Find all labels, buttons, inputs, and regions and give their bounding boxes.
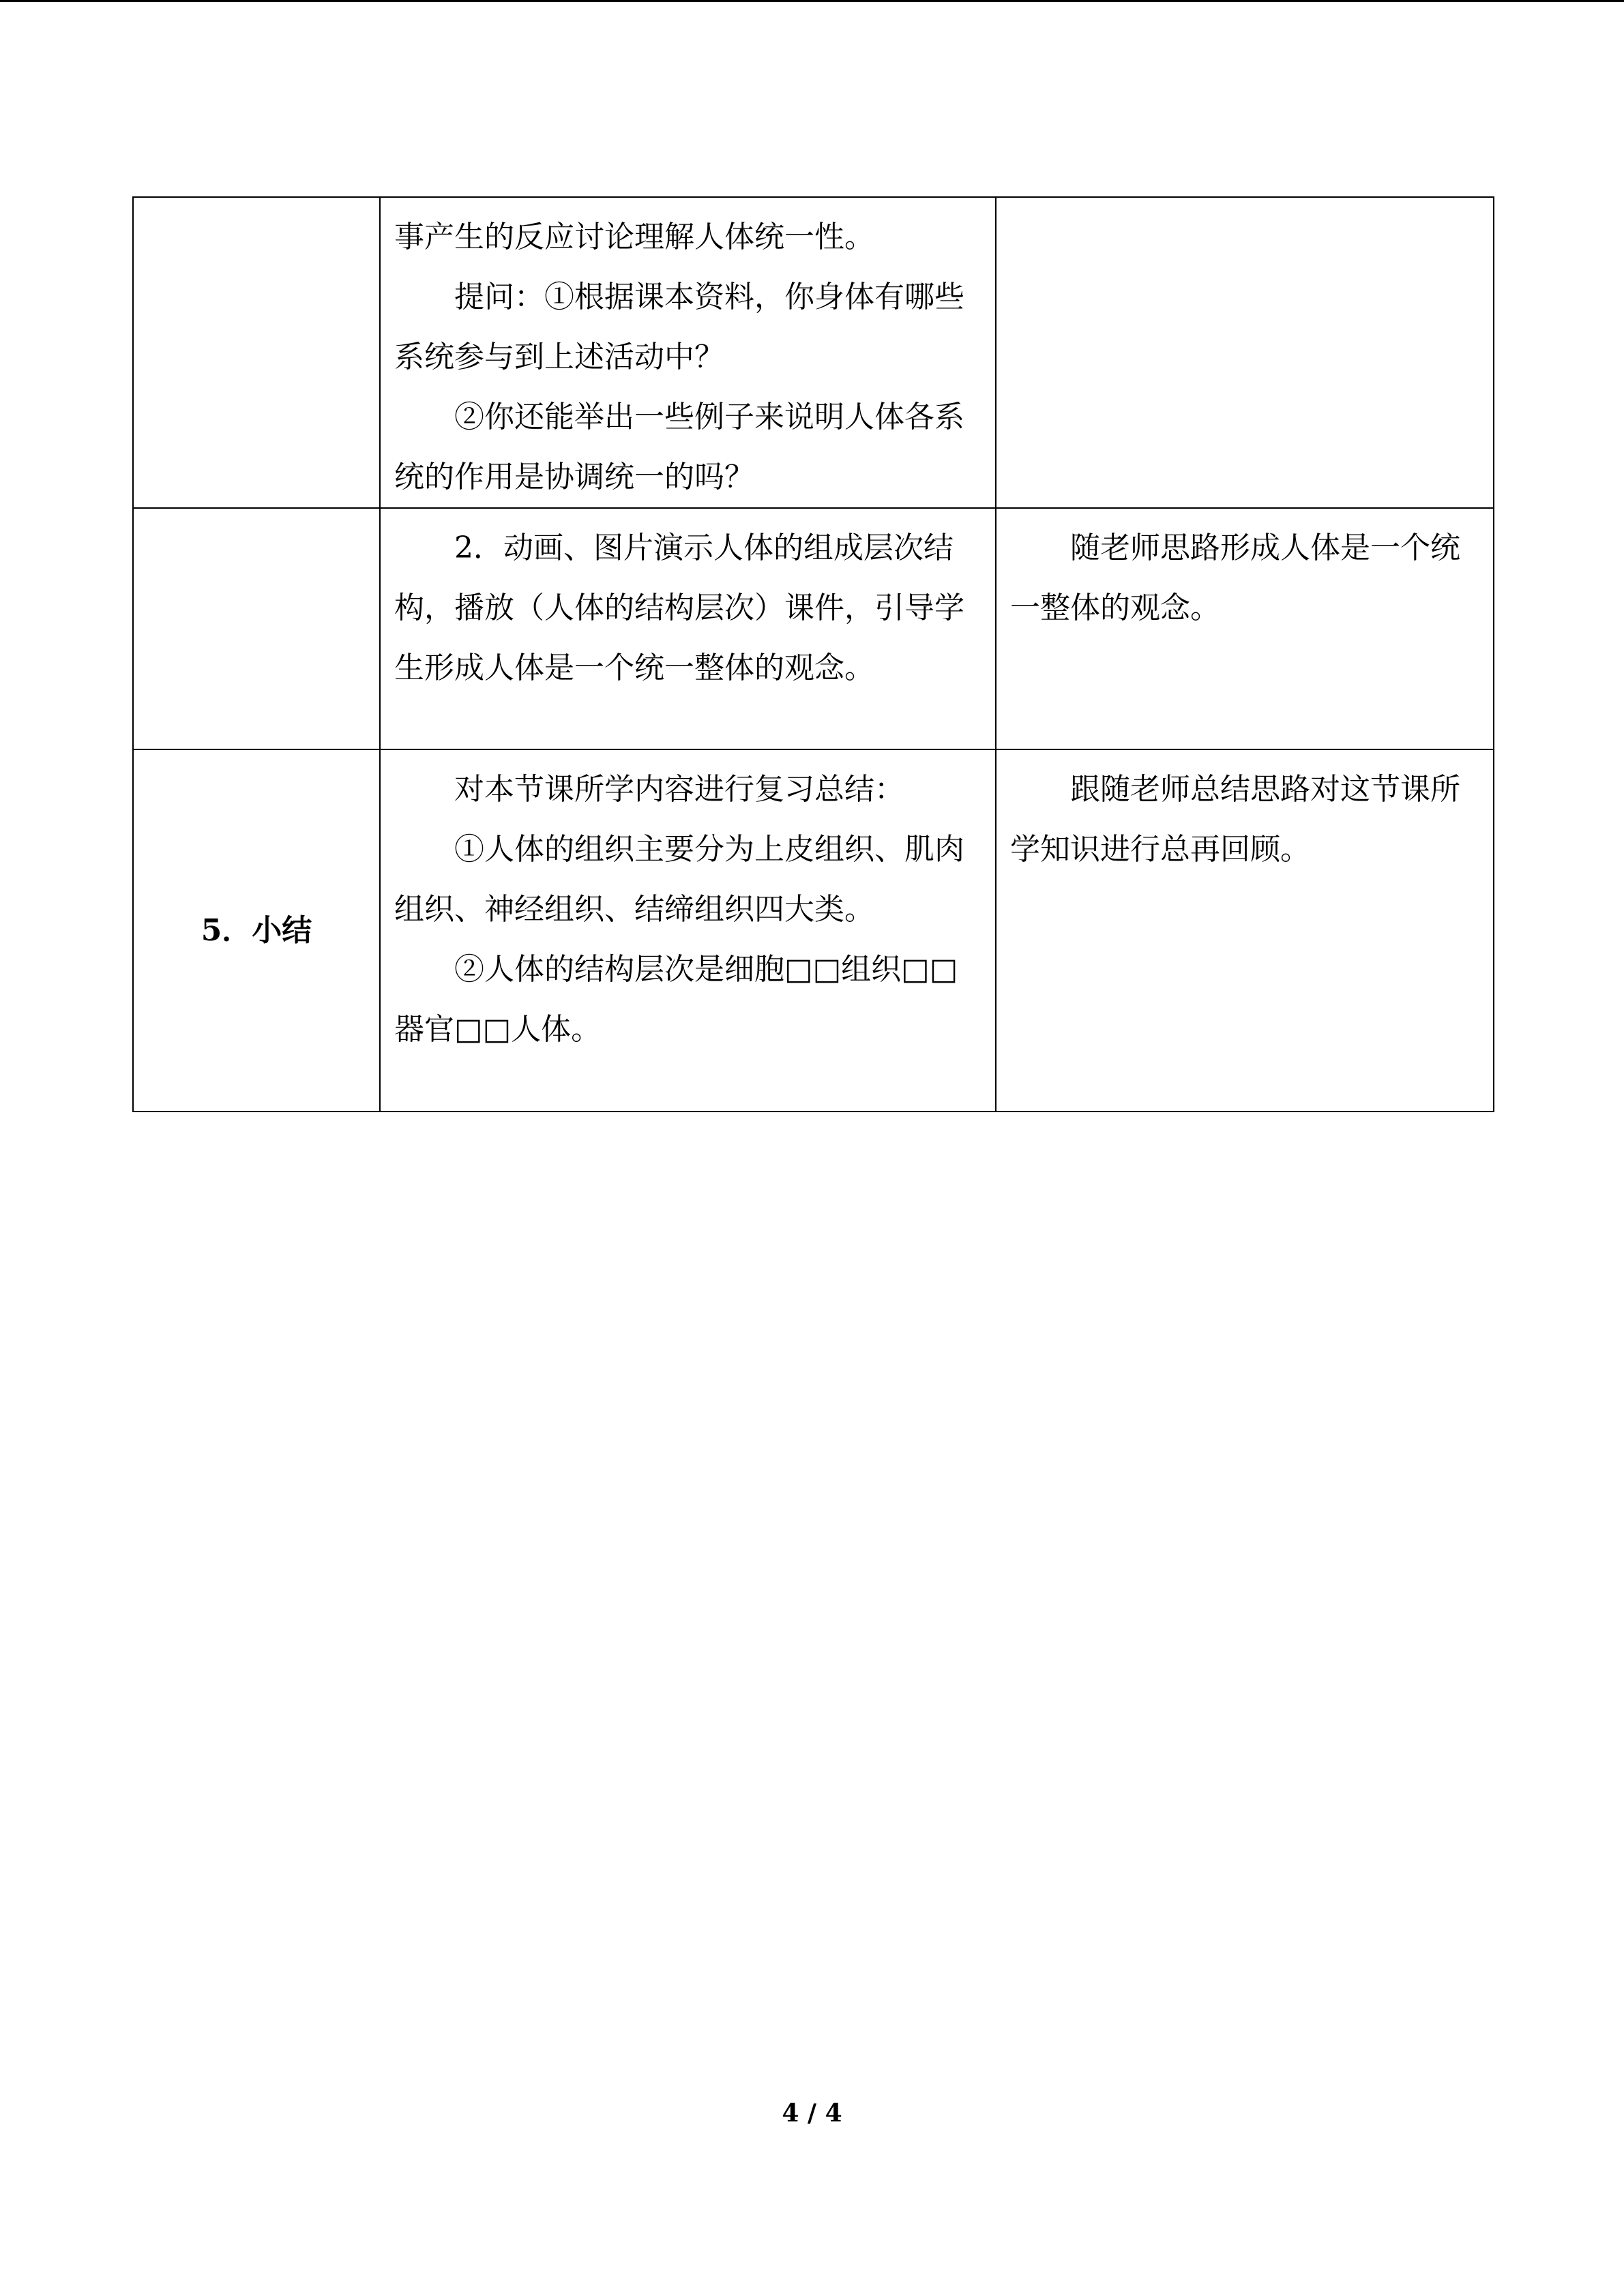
page-number: 4 / 4	[782, 2099, 842, 2128]
teacher-paragraph: 提问：①根据课本资料，你身体有哪些系统参与到上述活动中？	[394, 280, 964, 374]
teacher-activity-cell	[380, 197, 996, 508]
teacher-paragraph: 事产生的反应讨论理解人体统一性。	[394, 220, 874, 254]
teacher-paragraph: 2．动画、图片演示人体的组成层次结构，播放（人体的结构层次）课件，引导学生形成人体是一个统一整体的观念。	[394, 531, 964, 685]
student-activity-cell	[996, 197, 1494, 508]
teacher-paragraph: 对本节课所学内容进行复习总结：	[454, 772, 904, 807]
page-top-border	[0, 0, 1624, 2]
teacher-activity-cell	[380, 508, 996, 749]
stage-cell-summary: 5．小结	[133, 749, 380, 1112]
student-paragraph: 随老师思路形成人体是一个统一整体的观念。	[1010, 531, 1460, 625]
table-row	[133, 749, 1494, 1112]
table-row	[133, 508, 1494, 749]
teacher-paragraph: ②你还能举出一些例子来说明人体各系统的作用是协调统一的吗？	[394, 400, 964, 494]
student-activity-cell	[996, 508, 1494, 749]
student-paragraph: 跟随老师总结思路对这节课所学知识进行总再回顾。	[1010, 772, 1460, 867]
stage-cell	[133, 508, 380, 749]
student-activity-cell	[996, 749, 1494, 1112]
lesson-plan-table	[132, 196, 1494, 1112]
stage-cell	[133, 197, 380, 508]
teacher-paragraph: ②人体的结构层次是细胞□□组织□□器官□□人体。	[394, 952, 958, 1047]
table-row	[133, 197, 1494, 508]
teacher-activity-cell	[380, 749, 996, 1112]
teacher-paragraph: ①人体的组织主要分为上皮组织、肌肉组织、神经组织、结缔组织四大类。	[394, 832, 964, 927]
